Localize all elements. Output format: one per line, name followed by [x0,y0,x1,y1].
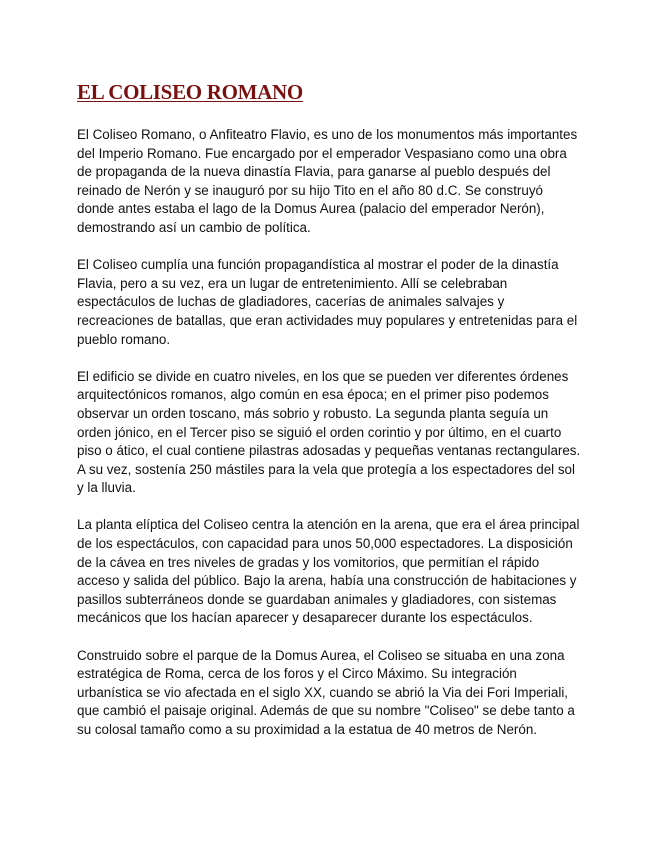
paragraph-5: Construido sobre el parque de la Domus Aurea, el Coliseo se situaba en una zona estratégica de Roma, cerca de los foros y el Circo Máximo. Su integración urbanística se vio afectada en el siglo XX, cuando se abrió la Via dei Fori Imperiali, que cambió el paisaje original. Además de que su nombre "Coliseo" se debe tanto a su colosal tamaño como a su proximidad a la estatua de 40 metros de Nerón. [77,647,575,737]
paragraph-2: El Coliseo cumplía una función propagandística al mostrar el poder de la dinastía Flavia, pero a su vez, era un lugar de entretenimiento. Allí se celebraban espectáculos de luchas de gladiadores, cacerías de animales salvajes y recreaciones de batallas, que eran actividades muy populares y entretenidas para el pueblo romano. [77,257,578,347]
paragraph-3: El edificio se divide en cuatro niveles, en los que se pueden ver diferentes órdenes arquitectónicos romanos, algo común en esa época; en el primer piso podemos observar un orden toscano, más sobrio y robusto. La segunda planta seguía un orden jónico, en el Tercer piso se siguió el orden corintio y por último, en el cuarto piso o ático, el cual contiene pilastras adosadas y pequeñas ventanas rectangulares. A su vez, sostenía 250 mástiles para la vela que protegía a los espectadores del sol y la lluvia. [77,368,581,496]
paragraph-4: La planta elíptica del Coliseo centra la atención en la arena, que era el área principal de los espectáculos, con capacidad para unos 50,000 espectadores. La disposición de la cávea en tres niveles de gradas y los vomitorios, que permitían el rápido acceso y salida del público. Bajo la arena, había una construcción de habitaciones y pasillos subterráneos donde se guardaban animales y gladiadores, con sistemas mecánicos que los hacían aparecer y desaparecer durante los espectáculos. [77,517,580,626]
paragraph-1: El Coliseo Romano, o Anfiteatro Flavio, es uno de los monumentos más importantes del Imperio Romano. Fue encargado por el emperador Vespasiano como una obra de propaganda de la nueva dinastía Flavia, para ganarse al pueblo después del reinado de Nerón y se inauguró por su hijo Tito en el año 80 d.C. Se construyó donde antes estaba el lago de la Domus Aurea (palacio del emperador Nerón), demostrando así un cambio de política. [77,127,578,235]
document-body [77,126,581,758]
document-title: EL COLISEO ROMANO [77,80,303,104]
